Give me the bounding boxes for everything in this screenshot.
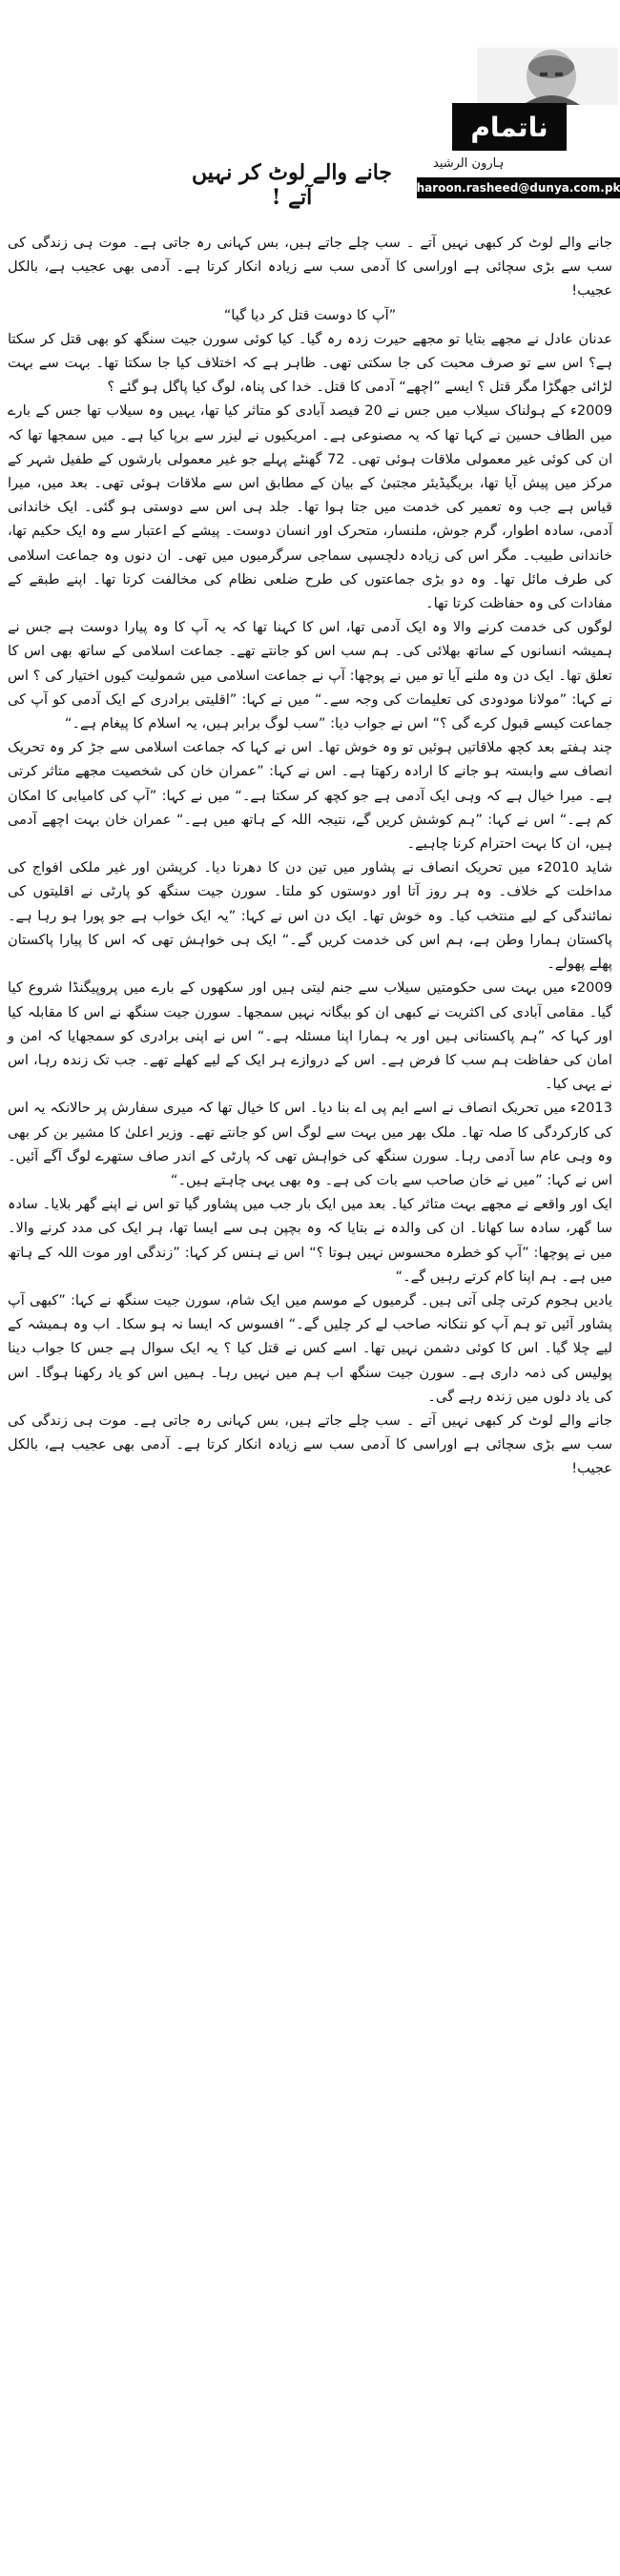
- paragraph-11: یادیں ہجوم کرتی چلی آتی ہیں۔ گرمیوں کے موسم میں ایک شام، سورن جیت سنگھ نے کہا: ”کبھی آپ پشاور آئیں تو ہم آپ کو ننکانہ صاحب لے کر چلیں گے۔“ افسوس کہ ایسا نہ ہو سکا۔ اب وہ ہمیشہ کے لیے چلا گیا۔ اس کا کوئی دشمن نہیں تھا۔ اسے کس نے قتل کیا ؟ یہ ایک سوال ہے جس کا جواب دینا پولیس کی ذمہ داری ہے۔ سورن جیت سنگھ اب ہم میں نہیں رہا۔ ہمیں اس کو یاد رکھنا ہوگا۔ اس کی یاد دلوں میں زندہ رہے گی۔: [8, 1291, 612, 1405]
- paragraph-8: 2009ء میں بہت سی حکومتیں سیلاب سے جنم لیتی ہیں اور سکھوں کے بارے میں پروپیگنڈا شروع کیا گیا۔ مقامی آبادی کی اکثریت نے کبھی ان کو بیگانہ نہیں سمجھا۔ سورن جیت سنگھ نے اس کا مقابلہ کیا اور کہا کہ ”ہم پاکستانی ہیں اور یہ ہمارا اپنا مسئلہ ہے۔“ اس نے اپنی برادری کو سمجھایا کہ امن و امان کی حفاظت ہم سب کا فرض ہے۔ اس کے دروازے ہر ایک کے لیے کھلے تھے۔ جب تک زندہ رہا، اس نے یہی کیا۔: [8, 979, 612, 1093]
- column-header: [0, 0, 620, 219]
- paragraph-1: جانے والے لوٹ کر کبھی نہیں آتے ۔ سب چلے جاتے ہیں، بس کہانی رہ جاتی ہے۔ موت ہی زندگی کی سب سے بڑی سچائی ہے اوراسی کا آدمی سب سے زیادہ انکار کرتا ہے۔ آدمی بھی عجیب ہے، بالکل عجیب!: [8, 235, 612, 299]
- paragraph-closing: جانے والے لوٹ کر کبھی نہیں آتے ۔ سب چلے جاتے ہیں، بس کہانی رہ جاتی ہے۔ موت ہی زندگی کی سب سے بڑی سچائی ہے اوراسی کا آدمی سب سے زیادہ انکار کرتا ہے۔ آدمی بھی عجیب ہے، بالکل عجیب!: [8, 1412, 612, 1477]
- paragraph-4: 2009ء کے ہولناک سیلاب میں جس نے 20 فیصد آبادی کو متاثر کیا تھا، یہیں وہ سیلاب تھا جس کے بارے میں الطاف حسین نے کہا تھا کہ یہ مصنوعی ہے۔ امریکیوں نے لیزر سے برپا کیا ہے۔ میں سمجھا تھا کہ ان کی کوئی غیر معمولی ملاقات ہوئی تھی۔ 72 گھنٹے پہلے جو غیر معمولی بارشوں کے طفیل شہر کے مرکز میں پیش آیا تھا، بریگیڈیئر مجتبیٰ کے بیان کے مطابق اس سے ملاقات ہوئی تھی۔ بعد میں، میرا قیاس ہے جب وہ تعمیر کی خدمت میں جتا ہوا تھا۔ جلد ہی اس سے دوستی ہو گئی۔ ایک خاندانی آدمی، سادہ اطوار، گرم جوش، ملنسار، متحرک اور انسان دوست۔ پیشے کے اعتبار سے وہ ایک حکیم تھا، خاندانی طبیب۔ مگر اس کی زیادہ دلچسپی سماجی سرگرمیوں میں تھی۔ ان دنوں وہ جماعت اسلامی کی طرف مائل تھا۔ وہ دو بڑی جماعتوں کی طرح ضلعی نظام کی مخالفت کرتا تھا۔ اپنے طبقے کے مفادات کی وہ حفاظت کرتا تھا۔: [8, 402, 612, 612]
- author-byline: [433, 153, 620, 174]
- column-headline: جانے والے لوٹ کر نہیں آتے !: [191, 160, 393, 210]
- column-name: ناتمام: [452, 103, 567, 151]
- paragraph-9: 2013ء میں تحریک انصاف نے اسے ایم پی اے بنا دیا۔ اس کا خیال تھا کہ میری سفارش پر حالانکہ یہ اس کی کارکردگی کا صلہ تھا۔ ملک بھر میں بہت سے لوگ اس کو جانتے تھے۔ وزیر اعلیٰ کا مشیر بن کر بھی وہ وہی عام سا آدمی رہا۔ سورن سنگھ کی خواہش تھی کہ پارٹی کے اندر صاف ستھرے لوگ آگے آئیں۔ اس نے کہا: ”میں نے خان صاحب سے بات کی ہے۔ وہ بھی یہی چاہتے ہیں۔“: [8, 1100, 612, 1188]
- paragraph-3: عدنان عادل نے مجھے بتایا تو مجھے حیرت زدہ رہ گیا۔ کیا کوئی سورن جیت سنگھ کو بھی قتل کر سکتا ہے؟ اس سے تو صرف محبت کی جا سکتی تھی۔ ظاہر ہے کہ اختلاف کیا جا سکتا تھا۔ بہت سے بہت لڑائی جھگڑا مگر قتل ؟ ایسے ”اچھے“ آدمی کا قتل۔ خدا کی پناہ، لوگ کیا پاگل ہو گئے ؟: [8, 330, 612, 396]
- paragraph-quote: ”آپ کا دوست قتل کر دیا گیا“: [223, 306, 397, 323]
- paragraph-6: چند ہفتے بعد کچھ ملاقاتیں ہوئیں تو وہ خوش تھا۔ اس نے کہا کہ جماعت اسلامی سے جڑ کر وہ تحریک انصاف سے وابستہ ہو جانے کا ارادہ رکھتا ہے۔ اس نے کہا: ”عمران خان کی شخصیت مجھے متاثر کرتی ہے۔ میرا خیال ہے کہ وہی ایک آدمی ہے جو کچھ کر سکتا ہے۔“ میں نے کہا: ”آپ کی کامیابی کا امکان کم ہے۔“ اس نے کہا: ”ہم کوشش کریں گے، نتیجہ اللہ کے ہاتھ میں ہے۔“ عمران خان بہت اچھے آدمی ہیں، ان کا بہت احترام کرنا چاہیے۔: [8, 739, 612, 853]
- author-email[interactable]: haroon.rasheed@dunya.com.pk: [417, 177, 620, 198]
- paragraph-10: ایک اور واقعے نے مجھے بہت متاثر کیا۔ بعد میں ایک بار جب میں پشاور گیا تو اس نے اپنے گھر بلایا۔ سادہ سا گھر، سادہ سا کھانا۔ ان کی والدہ نے بتایا کہ وہ بچپن ہی سے ایسا تھا، ہر ایک کی مدد کرنے والا۔ میں نے پوچھا: ”آپ کو خطرہ محسوس نہیں ہوتا ؟“ اس نے ہنس کر کہا: ”زندگی اور موت اللہ کے ہاتھ میں ہے۔ ہم اپنا کام کرتے رہیں گے۔“: [8, 1196, 612, 1285]
- paragraph-7: شاید 2010ء میں تحریک انصاف نے پشاور میں تین دن کا دھرنا دیا۔ کرپشن اور غیر ملکی افواج کی مداخلت کے خلاف۔ وہ ہر روز آتا اور دوستوں کو ملتا۔ سورن جیت سنگھ کو پارٹی نے اقلیتوں کی نمائندگی کے لیے منتخب کیا۔ وہ خوش تھا۔ ایک دن اس نے کہا: ”یہ ایک خواب ہے جو پورا ہو رہا ہے۔ پاکستان ہمارا وطن ہے، ہم اس کی خدمت کریں گے۔“ ایک ہی خواہش تھی کہ اس کا پیارا پاکستان پھلے پھولے۔: [8, 859, 613, 973]
- column-body: [8, 231, 612, 1481]
- paragraph-5: لوگوں کی خدمت کرنے والا وہ ایک آدمی تھا، اس کا کہنا تھا کہ یہ آپ کا وہ پیارا دوست ہے جس نے ہمیشہ انسانوں کے ساتھ بھلائی کی۔ ہم سب اس کو جانتے تھے۔ جماعت اسلامی کے ساتھ بھی اس کا تعلق تھا۔ ایک دن وہ ملنے آیا تو میں نے پوچھا: آپ نے جماعت اسلامی میں شمولیت کیوں اختیار کی ؟ اس نے کہا: ”مولانا مودودی کی تعلیمات کی وجہ سے۔“ میں نے کہا: ”اقلیتی برادری کے ایک آدمی کو آپ کی جماعت کیسے قبول کرے گی ؟“ اس نے جواب دیا: ”سب لوگ برابر ہیں، یہ اسلام کا پیغام ہے۔“: [8, 619, 612, 732]
- author-name: ہارون الرشید: [433, 155, 505, 171]
